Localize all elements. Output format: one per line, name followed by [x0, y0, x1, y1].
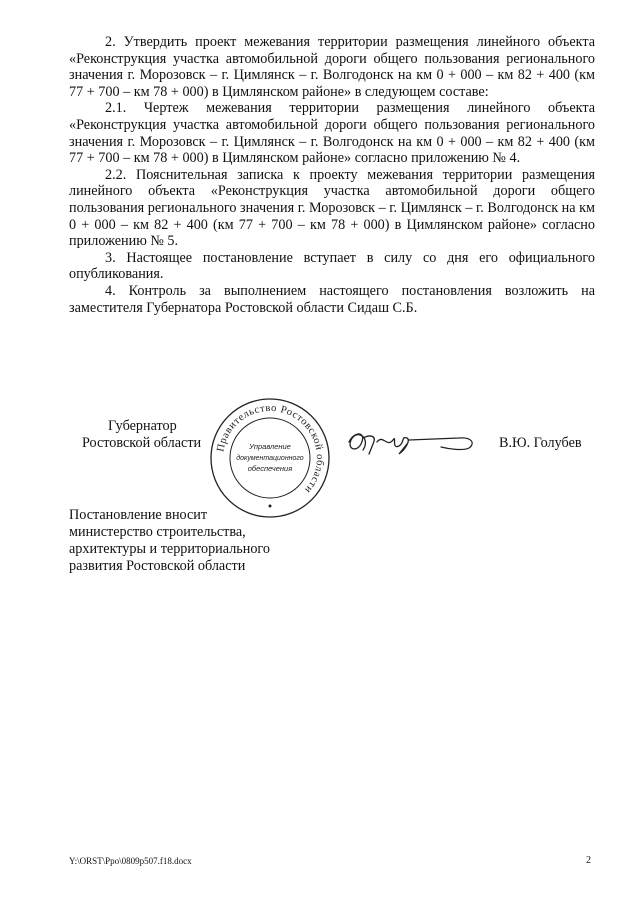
paragraph-2-1: 2.1. Чертеж межевания территории размещения линейного объекта «Реконструкция участка автомобильной дороги общего пользования регионального значения г. Морозовск – г. Цимлянск – г. Волгодонск на км 0 + 000 – км 82 + 400 (км 77 + 700 – км 78 + 000) в Цимлянском районе» согласно приложению № 4. [69, 100, 595, 167]
document-body [69, 34, 595, 316]
introducer-line1: Постановление вносит [69, 507, 208, 523]
signatory-title [82, 418, 201, 452]
page-number: 2 [586, 855, 591, 866]
paragraph-2: 2. Утвердить проект межевания территории размещения линейного объекта «Реконструкция участка автомобильной дороги общего пользования регионального значения г. Морозовск – г. Цимлянск – г. Волгодонск на км 0 + 000 – км 82 + 400 (км 77 + 700 – км 78 + 000) в Цимлянском районе» в следующем составе: [69, 34, 595, 100]
introducer-line2: министерство строительства, [69, 524, 246, 540]
introducer-line4: развития Ростовской области [69, 558, 246, 574]
signatory-title-line1: Губернатор [108, 418, 177, 434]
footer-file-path: Y:\ORST\Ppo\0809p507.f18.docx [69, 856, 192, 866]
signatory-name: В.Ю. Голубев [499, 435, 582, 451]
stamp-center-line2: документационного [236, 455, 304, 462]
stamp-center-line1: Управление [249, 442, 291, 451]
introducer-line3: архитектуры и территориального [69, 541, 270, 557]
handwritten-signature [341, 424, 481, 464]
signatory-title-line2: Ростовской области [82, 435, 202, 451]
stamp-center-line3: обеспечения [247, 464, 293, 473]
paragraph-4: 4. Контроль за выполнением настоящего постановления возложить на заместителя Губернатора Ростовской области Сидаш С.Б. [69, 282, 595, 316]
paragraph-2-2: 2.2. Пояснительная записка к проекту межевания территории размещения линейного объекта «Реконструкция участка автомобильной дороги общего пользования регионального значения г. Морозовск – г. Цимлянск – г. Волгодонск на км 0 + 000 – км 82 + 400 (км 77 + 700 – км 78 + 000) в Цимлянском районе» согласно приложению № 5. [69, 166, 595, 250]
stamp-ring-text: Правительство Ростовской области [215, 402, 326, 496]
official-stamp [208, 396, 332, 520]
introducer-block [69, 507, 270, 575]
paragraph-3: 3. Настоящее постановление вступает в силу со дня его официального опубликования. [69, 249, 595, 283]
